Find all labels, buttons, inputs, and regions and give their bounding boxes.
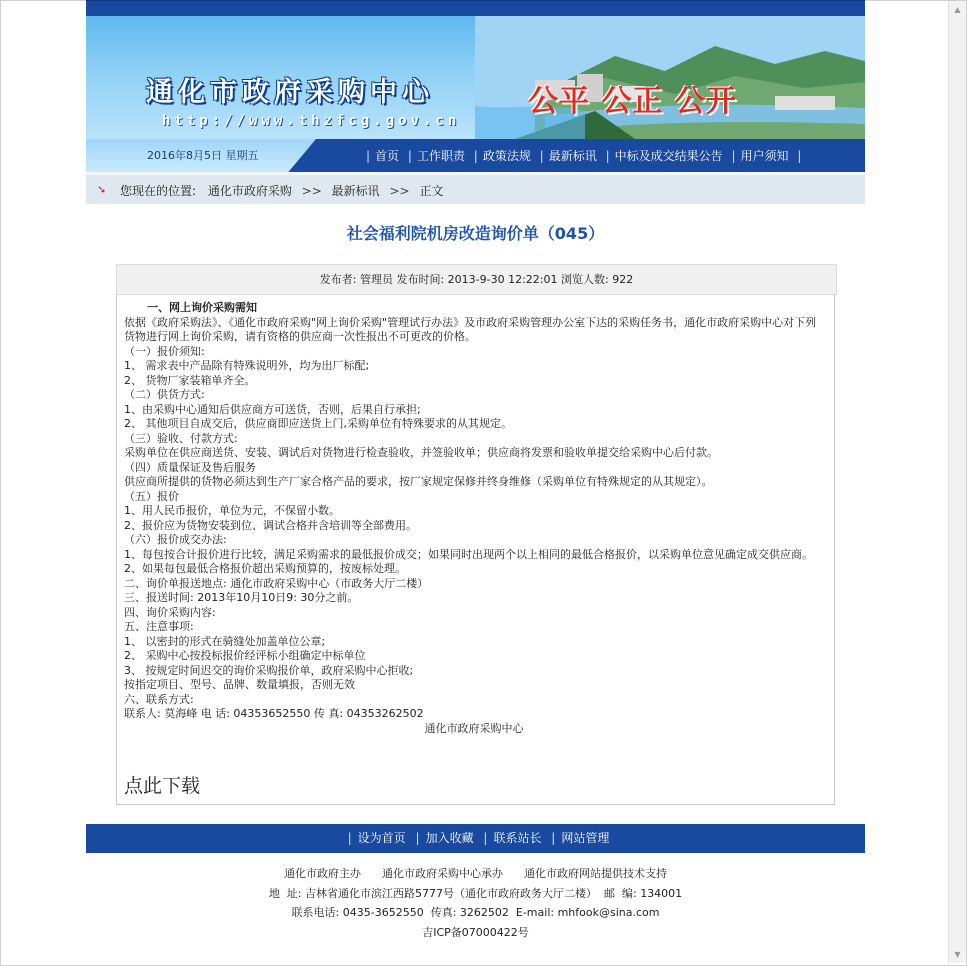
body-line: 1、 需求表中产品除有特殊说明外，均为出厂标配; xyxy=(124,359,370,372)
body-line: 2、 其他项目自成交后，供应商即应送货上门,采购单位有特殊要求的从其规定。 xyxy=(124,417,512,430)
article-title: 社会福利院机房改造询价单（045） xyxy=(346,224,605,243)
scroll-down-arrow-icon[interactable]: ▼ xyxy=(954,950,961,959)
body-line: 依据《政府采购法》、《通化市政府采购"网上询价采购"管理试行办法》及市政府采购管理办公室下达的采购任务书，通化市政府采购中心对下列货物进行网上询价采购，请有资格的供应商一次性报出不可更改的价格。 xyxy=(124,315,817,343)
body-line: 供应商所提供的货物必须达到生产厂家合格产品的要求，按厂家规定保修并终身维修（采购单位有特殊规定的从其规定）。 xyxy=(124,475,713,488)
nav-home[interactable]: 首页 xyxy=(375,149,400,163)
body-line: 五、注意事项: xyxy=(124,620,194,633)
footer-icp: 吉ICP备07000422号 xyxy=(422,925,529,939)
body-line: 1、每包按合计报价进行比较，满足采购需求的最低报价成交；如果同时出现两个以上相同的最低合格报价，以采购单位意见确定成交供应商。 xyxy=(124,547,813,561)
article-meta: 发布者: 管理员 发布时间: 2013-9-30 12:22:01 浏览人数: 922 xyxy=(116,264,837,295)
body-line: 二、询价单报送地点: 通化市政府采购中心（市政务大厅二楼） xyxy=(124,576,429,590)
nav-latest-bids[interactable]: 最新标讯 xyxy=(548,149,597,163)
body-line: 2、 采购中心按投标报价经评标小组确定中标单位 xyxy=(124,649,366,662)
body-line: 四、询价采购内容: xyxy=(124,605,216,619)
scroll-up-arrow-icon[interactable]: ▲ xyxy=(954,5,961,14)
breadcrumb-arrow-icon: ➘ xyxy=(97,183,107,196)
breadcrumb xyxy=(86,172,865,204)
contact-line: 联系人: 莫海峰 电 话: 04353652550 传 真: 04353262502 xyxy=(124,707,424,720)
footer-contact-admin-link[interactable]: 联系站长 xyxy=(493,831,542,845)
breadcrumb-current: 正文 xyxy=(419,184,444,198)
breadcrumb-separator: >> xyxy=(301,184,322,198)
footer-info xyxy=(86,864,865,942)
site-banner xyxy=(86,16,865,139)
body-line: 采购单位在供应商送货、安装、调试后对货物进行检查验收，并签验收单；供应商将发票和验收单提交给采购中心后付款。 xyxy=(124,446,718,459)
breadcrumb-home-link[interactable]: 通化市政府采购 xyxy=(207,184,292,198)
site-slogan: 公平 公正 公开 xyxy=(528,84,737,119)
nav-user-notice[interactable]: 用户须知 xyxy=(740,149,789,163)
breadcrumb-prefix: 您现在的位置: xyxy=(120,184,197,198)
article-body xyxy=(124,301,824,736)
footer-site-admin-link[interactable]: 网站管理 xyxy=(561,831,610,845)
body-line: 六、联系方式: xyxy=(124,692,194,706)
body-line: 1、用人民币报价，单位为元，不保留小数。 xyxy=(124,504,340,517)
download-link[interactable]: 点此下载 xyxy=(124,775,201,797)
footer-contact: 联系电话: 0435-3652550 传真: 3262502 E-mail: mhfook@sina.com xyxy=(291,906,660,919)
page-header xyxy=(86,0,865,204)
footer-set-homepage-link[interactable]: 设为首页 xyxy=(357,831,406,845)
body-line: （六）报价成交办法: xyxy=(124,533,227,546)
footer-address: 地 址: 吉林省通化市滨江西路5777号（通化市政府政务大厅二楼） 邮 编: 134001 xyxy=(268,886,683,900)
body-line: 3、 按规定时间迟交的询价采购报价单，政府采购中心拒收; xyxy=(124,663,414,677)
body-line: （五）报价 xyxy=(124,489,179,503)
section-heading: 一、网上询价采购需知 xyxy=(147,301,257,314)
nav-award-results[interactable]: 中标及成交结果公告 xyxy=(614,149,723,163)
body-line: 2、报价应为货物安装到位、调试合格并含培训等全部费用。 xyxy=(124,518,417,532)
body-line: 按指定项目、型号、品牌、数量填报，否则无效 xyxy=(124,678,355,691)
breadcrumb-latest-bids-link[interactable]: 最新标讯 xyxy=(331,184,380,198)
site-title: 通化市政府采购中心 xyxy=(146,77,434,108)
body-line: 1、由采购中心通知后供应商方可送货，否则，后果自行承担; xyxy=(124,402,421,416)
footer-add-favorite-link[interactable]: 加入收藏 xyxy=(425,831,474,845)
body-line: 2、 货物厂家装箱单齐全。 xyxy=(124,373,256,387)
body-line: （一）报价须知: xyxy=(124,344,205,358)
nav-menu: | 首页 | 工作职责 | 政策法规 | 最新标讯 | 中标及成交结果公告 | 用户须知 | xyxy=(366,149,802,163)
body-line: 1、 以密封的形式在骑缝处加盖单位公章; xyxy=(124,634,326,648)
nav-policies[interactable]: 政策法规 xyxy=(482,149,531,163)
footer-organizers: 通化市政府主办 通化市政府采购中心承办 通化市政府网站提供技术支持 xyxy=(284,867,667,880)
footer-links: | 设为首页 | 加入收藏 | 联系站长 | 网站管理 xyxy=(86,824,865,853)
body-line: 2、如果每包最低合格报价超出采购预算的，按废标处理。 xyxy=(124,562,406,575)
body-line: （三）验收、付款方式: xyxy=(124,431,238,445)
main-navigation xyxy=(86,139,865,172)
body-line: （二）供货方式: xyxy=(124,388,205,401)
breadcrumb-separator: >> xyxy=(389,184,410,198)
body-line: 三、报送时间: 2013年10月10日9: 30分之前。 xyxy=(124,591,359,604)
body-line: （四）质量保证及售后服务 xyxy=(124,460,256,474)
nav-work-duties[interactable]: 工作职责 xyxy=(416,149,465,163)
signature-line: 通化市政府采购中心 xyxy=(424,721,524,735)
site-url: http://www.thzfcg.gov.cn xyxy=(162,113,461,129)
vertical-scrollbar[interactable] xyxy=(948,1,966,963)
current-date: 2016年8月5日 星期五 xyxy=(147,149,259,162)
top-strip xyxy=(86,0,865,16)
